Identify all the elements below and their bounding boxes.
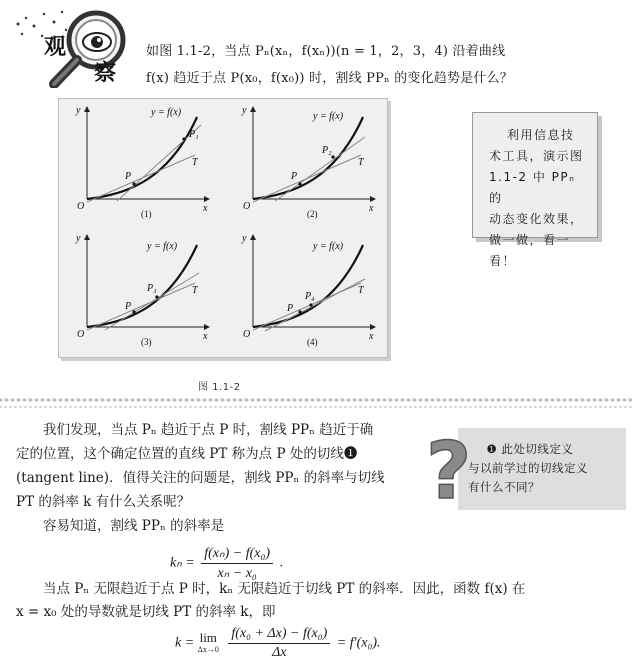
panel-1-curve: y = f(x)	[151, 107, 182, 118]
tip-line-1: 利用信息技	[507, 128, 575, 142]
panel-2-p: P	[291, 171, 298, 182]
side-note-text	[468, 440, 624, 497]
panel-1-pn: P₁	[189, 129, 199, 140]
panel-4	[241, 233, 375, 347]
tangent-1	[87, 155, 195, 202]
panel-3-pn: P₃	[147, 283, 157, 294]
panel-4-t: T	[358, 285, 364, 296]
formula2-numerator: f(x₀ + Δx) − f(x₀)	[228, 626, 330, 644]
panel-3-x: x	[203, 331, 208, 342]
formula1-tail: .	[279, 555, 283, 571]
derivative-formula	[175, 626, 381, 661]
side-note-line-2: 与以前学过的切线定义	[468, 461, 588, 475]
panel-2-pn: P₂	[322, 145, 332, 156]
formula1-numerator: f(xₙ) − f(x₀)	[201, 545, 273, 564]
tip-text	[473, 113, 597, 272]
side-note	[424, 424, 628, 512]
discovery-line-4: PT 的斜率 k 有什么关系呢？	[16, 494, 191, 510]
panel-2-x: x	[369, 203, 374, 214]
side-note-line-3: 有什么不同？	[468, 480, 540, 494]
tip-line-3: 1.1-2 中 PPₙ 的	[489, 170, 576, 205]
intro-line-1: 如图 1.1-2，当点 Pₙ(xₙ，f(xₙ))(n = 1，2，3，4) 沿着曲线	[146, 44, 506, 59]
panel-2	[241, 105, 375, 219]
badge-char-look: 察	[94, 61, 117, 86]
panel-4-curve: y = f(x)	[313, 241, 344, 252]
panel-2-y: y	[242, 105, 247, 116]
conclusion-paragraph	[16, 578, 616, 624]
discovery-paragraph	[16, 418, 414, 538]
intro-question	[146, 38, 616, 92]
formula1-lhs: kₙ =	[170, 555, 195, 571]
panel-4-p: P	[287, 303, 294, 314]
side-note-line-1: ❶ 此处切线定义	[486, 442, 574, 456]
discovery-line-2: 定的位置，这个确定位置的直线 PT 称为点 P 处的切线❶	[16, 446, 358, 462]
formula2-lim-word: lim	[199, 629, 217, 645]
figure-caption: 图 1.1-2	[198, 382, 241, 393]
discovery-line-3: (tangent line)．值得关注的问题是，割线 PPₙ 的斜率与切线	[16, 470, 385, 486]
panel-4-y: y	[242, 233, 247, 244]
figure-svg	[59, 99, 387, 357]
svg-text:?: ?	[426, 427, 472, 512]
panel-3	[75, 233, 209, 347]
panel-3-o: O	[77, 329, 85, 340]
curve-4	[253, 245, 363, 327]
question-mark-icon	[424, 424, 474, 512]
curve-2	[253, 117, 363, 199]
panel-4-o: O	[243, 329, 251, 340]
curve-3	[87, 245, 197, 327]
panel-4-pn: P₄	[305, 291, 315, 302]
panel-4-x: x	[369, 331, 374, 342]
panel-3-p: P	[125, 301, 132, 312]
observe-badge	[4, 6, 132, 88]
secant-slope-formula	[170, 545, 283, 582]
formula1-denominator: xₙ − x₀	[217, 566, 257, 581]
panel-2-curve: y = f(x)	[313, 111, 344, 122]
secant-2	[275, 137, 365, 201]
intro-line-2: f(x) 趋近于点 P(x₀，f(x₀)) 时，割线 PPₙ 的变化趋势是什么？	[146, 71, 513, 86]
formula2-lhs: k =	[175, 635, 195, 651]
tangent-3	[87, 283, 195, 330]
discovery-line-1: 我们发现，当点 Pₙ 趋近于点 P 时，割线 PPₙ 趋近于确	[43, 422, 374, 438]
conclusion-line-2: x = x₀ 处的导数就是切线 PT 的斜率 k，即	[16, 604, 276, 620]
tip-line-5: 做一做，看一看！	[489, 233, 571, 268]
panel-3-y: y	[76, 233, 81, 244]
section-divider	[0, 396, 635, 412]
discovery-line-5: 容易知道，割线 PPₙ 的斜率是	[43, 518, 225, 534]
panel-1	[75, 105, 209, 219]
panel-3-t: T	[192, 285, 198, 296]
panel-1-x: x	[203, 203, 208, 214]
curve-1	[87, 117, 197, 199]
panel-2-t: T	[358, 157, 364, 168]
formula2-lim-sub: Δx→0	[197, 644, 219, 654]
figure-panels	[58, 98, 388, 358]
secant-3	[105, 273, 199, 330]
tip-line-4: 动态变化效果，	[489, 212, 584, 226]
panel-2-sub: (2)	[307, 209, 318, 219]
secant-4	[265, 279, 365, 331]
panel-1-sub: (1)	[141, 209, 152, 219]
formula2-fraction	[228, 626, 330, 661]
tip-line-2: 术工具，演示图	[489, 149, 584, 163]
formula2-limit	[197, 629, 219, 656]
badge-char-observe: 观	[44, 35, 67, 60]
conclusion-line-1: 当点 Pₙ 无限趋近于点 P 时，kₙ 无限趋近于切线 PT 的斜率．因此，函数 f(x) 在	[43, 581, 526, 597]
panel-3-sub: (3)	[141, 337, 152, 347]
panel-4-sub: (4)	[307, 337, 318, 347]
panel-1-o: O	[77, 201, 85, 212]
panel-1-t: T	[192, 157, 198, 168]
panel-3-curve: y = f(x)	[147, 241, 178, 252]
panel-1-p: P	[125, 171, 132, 182]
panel-2-o: O	[243, 201, 251, 212]
panel-1-y: y	[76, 105, 81, 116]
tip-box	[472, 112, 598, 268]
formula1-fraction	[201, 545, 273, 582]
formula2-rhs: = f′(x₀).	[336, 635, 381, 651]
formula2-denominator: Δx	[272, 645, 287, 660]
